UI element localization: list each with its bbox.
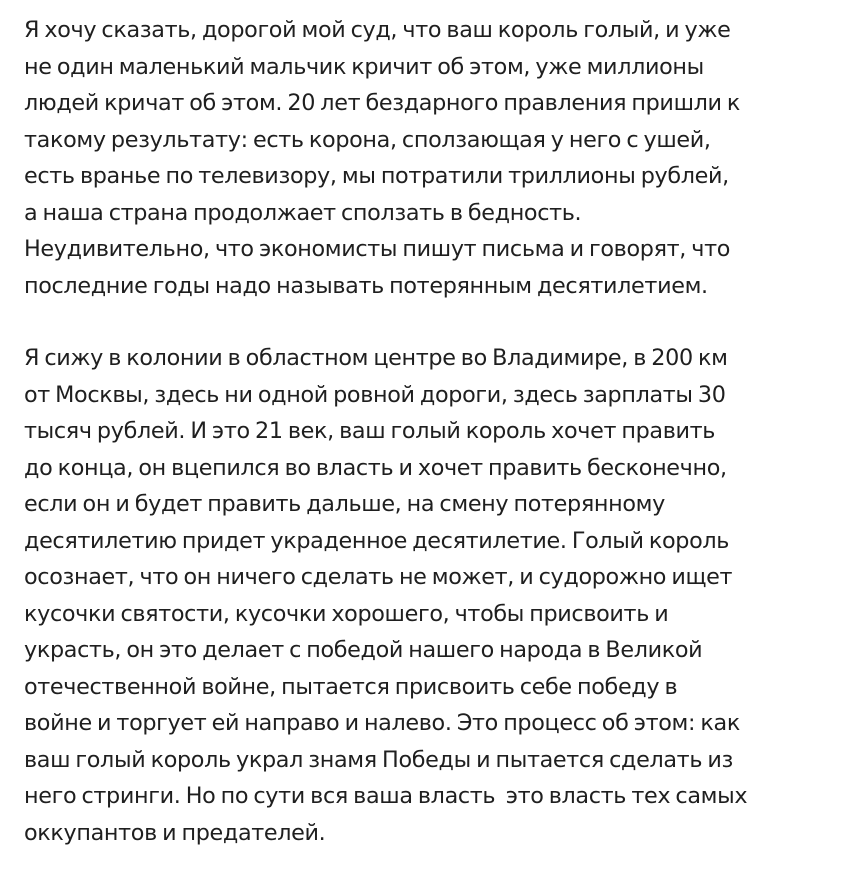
text-line: отечественной войне, пытается присвоить себе победу в xyxy=(24,673,678,700)
text-line: него стринги. Но по сути вся ваша власть это власть тех самых xyxy=(24,783,748,809)
text-line: до конца, он вцепился во власть и хочет править бесконечно, xyxy=(24,454,727,481)
text-line: от Москвы, здесь ни одной ровной дороги, здесь зарплаты 30 xyxy=(24,381,726,408)
text-line: а наша страна продолжает сползать в бедность. xyxy=(24,199,582,226)
paragraph-spacer xyxy=(24,304,834,340)
text-line: Неудивительно, что экономисты пишут письма и говорят, что xyxy=(24,236,731,262)
text-line: войне и торгует ей направо и налево. Это процесс об этом: как xyxy=(24,710,740,736)
document-text xyxy=(24,12,834,851)
text-line: десятилетию придет украденное десятилетие. Голый король xyxy=(24,527,730,554)
text-line: если он и будет править дальше, на смену потерянному xyxy=(24,491,665,517)
text-line: кусочки святости, кусочки хорошего, чтобы присвоить и xyxy=(24,600,669,627)
text-line: тысяч рублей. И это 21 век, ваш голый король хочет править xyxy=(24,418,716,444)
text-line: людей кричат об этом. 20 лет бездарного правления пришли к xyxy=(24,90,741,116)
text-line: ваш голый король украл знамя Победы и пытается сделать из xyxy=(24,746,733,773)
paragraph-1 xyxy=(24,12,834,304)
text-line: есть вранье по телевизору, мы потратили триллионы рублей, xyxy=(24,163,729,189)
text-line: оккупантов и предателей. xyxy=(24,819,326,846)
text-line: Я сижу в колонии в областном центре во Владимире, в 200 км xyxy=(24,345,728,371)
paragraph-2 xyxy=(24,340,834,851)
text-line: последние годы надо называть потерянным десятилетием. xyxy=(24,272,708,299)
text-line: осознает, что он ничего сделать не может, и судорожно ищет xyxy=(24,564,733,590)
text-line: Я хочу сказать, дорогой мой суд, что ваш король голый, и уже xyxy=(24,17,731,43)
text-line: такому результату: есть корона, сползающая у него с ушей, xyxy=(24,126,711,153)
text-line: украсть, он это делает с победой нашего народа в Великой xyxy=(24,637,703,663)
text-line: не один маленький мальчик кричит об этом, уже миллионы xyxy=(24,53,704,80)
